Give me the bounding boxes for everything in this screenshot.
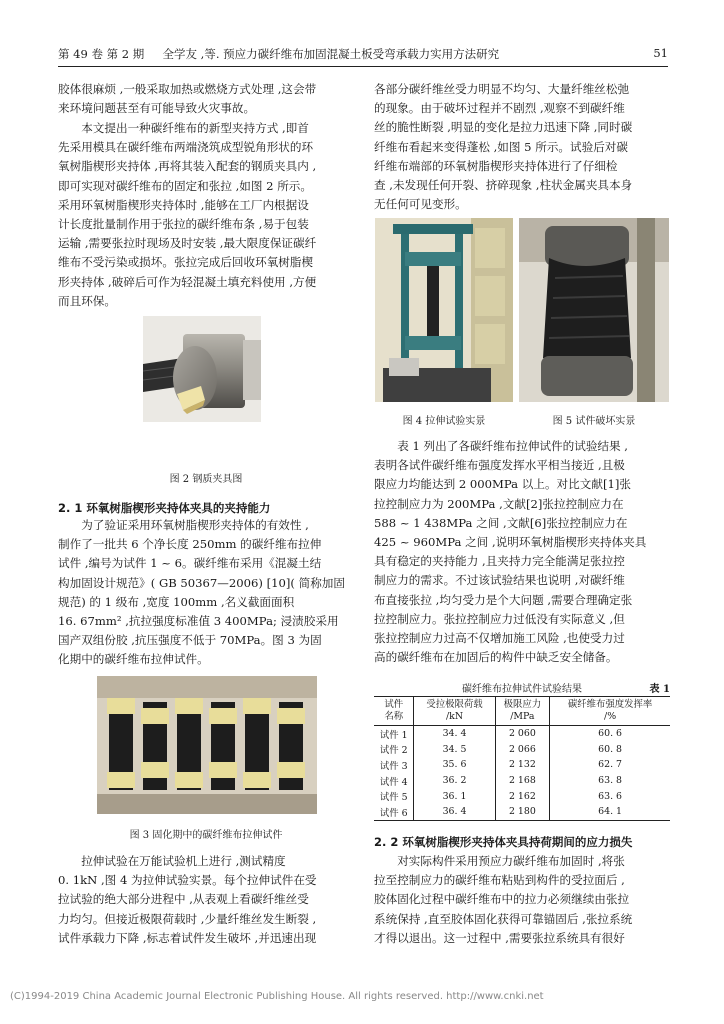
text-line: 拉至控制应力的碳纤维布粘贴到构件的受拉面后 , [374,873,625,888]
epoxy-wedge-top [277,708,305,724]
header-cell-line: 试件 [384,699,404,710]
curing-specimens-illustration [97,676,317,814]
table-cell: 60. 8 [598,743,623,755]
text-line: 采用环氧树脂楔形夹持体时 ,能够在工厂内根据设 [58,197,309,212]
tensile-machine-illustration [375,218,513,402]
text-line: 表明各试件碳纤维布强度发挥水平相当接近 ,且极 [374,458,625,473]
fig4-tensile-test-photo [375,218,513,402]
text-line: 运输 ,需要张拉时现场及时安装 ,最大限度保证碳纤 [58,236,317,251]
text-line: 试件 ,编号为试件 1 ~ 6。碳纤维布采用《混凝土结 [58,556,322,571]
text-line: 力均匀。但接近极限荷载时 ,少量纤维丝发生断裂 , [58,911,317,926]
table-cell: 60. 6 [598,728,623,740]
epoxy-wedge-top [175,698,203,714]
text-line: 588 ~ 1 438MPa 之间 ,文献[6]张拉控制应力在 [374,515,628,530]
text-line: 425 ~ 960MPa 之间 ,说明环氧树脂楔形夹持体夹具 [374,535,647,550]
table-row [374,804,670,820]
text-line: 纤维布端部的环氧树脂楔形夹持体进行了仔细检 [374,158,618,173]
epoxy-wedge-bottom [277,762,305,778]
table-cell: 63. 8 [598,775,623,787]
text-line: 具有稳定的夹持能力 ,且夹持力完全能满足张拉控 [374,554,625,569]
text-line: 试件承载力下降 ,标志着试件发生破坏 ,并迅速出现 [58,930,317,945]
article-running-title: 全学友 ,等. 预应力碳纤维布加固混凝土板受弯承载力实用方法研究 [162,47,500,61]
header-cell-line: /% [604,711,617,722]
header-cell-line: 碳纤维布强度发挥率 [567,699,653,710]
text-line: 先采用模具在碳纤维布两端浇筑成型锐角形状的环 [58,140,314,155]
table-cell: 试件 5 [374,788,414,804]
text-line: 本文提出一种碳纤维布的新型夹持方式 ,即首 [81,121,309,135]
text-line: 国产双组份胶 ,抗压强度不低于 70MPa。图 3 为固 [58,633,322,648]
text-line: 纤维布看起来变得蓬松 ,如图 5 所示。试验后对碳 [374,139,628,154]
text-line: 限应力均能达到 2 000MPa 以上。对比文献[1]张 [374,477,631,492]
text-line: 布直接张拉 ,均匀受力是个大问题 ,需要合理确定张 [374,592,633,607]
table-1-header-cell [374,697,414,726]
text-line: 丝的脆性断裂 ,明显的变化是拉力迅速下降 ,同时碳 [374,120,633,135]
table-1-label: 表 1 [649,684,670,695]
table-1-header-cell [495,697,550,726]
table-1-block [374,680,670,821]
text-line: 化期中的碳纤维布拉伸试件。 [58,652,209,667]
text-line: 即可实现对碳纤维布的固定和张拉 ,如图 2 所示。 [58,178,312,193]
table-row [374,788,670,804]
table-cell: 64. 1 [598,806,623,818]
text-line: 无任何可见变形。 [374,197,467,212]
text-line: 制应力的需求。不过该试验结果也说明 ,对碳纤维 [374,573,625,588]
header-journal-title [58,46,499,62]
epoxy-wedge-bottom [175,772,203,788]
table-cell: 2 168 [495,773,550,789]
section-2-1-heading: 2. 1 环氧树脂楔形夹持体夹具的夹持能力 [58,501,271,515]
fig2-steel-fixture-photo [143,316,261,422]
table-cell: 35. 6 [414,757,495,773]
text-line: 各部分碳纤维丝受力明显不均匀、大量纤维丝松弛 [374,82,630,96]
failure-specimen-illustration [519,218,669,402]
table-cell: 2 132 [495,757,550,773]
table-cell: 63. 6 [598,790,623,802]
table-cell: 62. 7 [598,759,623,771]
section-2-2-heading: 2. 2 环氧树脂楔形夹持体夹具持荷期间的应力损失 [374,835,633,849]
page-number: 51 [653,46,668,60]
right-col-paragraph-3 [374,852,670,948]
fig3-curing-specimens-photo [97,676,317,814]
text-line: 氧树脂楔形夹持体 ,再将其装入配套的钢质夹具内 , [58,159,317,174]
left-col-paragraph-1 [58,80,354,118]
table-1-caption-row [374,680,670,696]
table-1-title: 碳纤维布拉伸试件试验结果 [462,684,582,695]
copyright-footer: (C)1994-2019 China Academic Journal Electronic Publishing House. All rights reserved. http://www.cnki.net [10,991,544,1002]
journal-volume: 第 49 卷 第 2 期 [58,47,145,61]
text-line: 构加固设计规范》( GB 50367—2006) [10]( 简称加固 [58,575,345,590]
header-cell-line: 名称 [384,711,404,722]
epoxy-wedge-bottom [141,762,169,778]
table-cell: 2 180 [495,804,550,820]
table-1-header-row [374,697,670,726]
epoxy-wedge-bottom [243,772,271,788]
text-line: 而且环保。 [58,293,116,308]
table-cell: 试件 2 [374,742,414,758]
text-line: 计长度批量制作用于张拉的碳纤维布条 ,易于包装 [58,217,309,232]
text-line: 来环境问题甚至有可能导致火灾事故。 [58,101,256,116]
epoxy-wedge-bottom [209,762,237,778]
header-cell-line: 极限应力 [503,699,542,710]
text-line: 胶体很麻烦 ,一般采取加热或燃烧方式处理 ,这会带 [58,82,317,96]
table-cell: 36. 1 [414,788,495,804]
epoxy-wedge-top [243,698,271,714]
text-line: 16. 67mm² ,抗拉强度标准值 3 400MPa; 浸渍胶采用 [58,614,339,629]
table-1 [374,696,670,821]
fig4-caption: 图 4 拉伸试验实景 [402,416,486,427]
table-cell: 36. 2 [414,773,495,789]
table-cell: 试件 4 [374,773,414,789]
left-col-paragraph-4 [58,852,354,948]
table-row [374,757,670,773]
header-cell-line: 受拉极限荷载 [426,699,483,710]
table-cell: 2 066 [495,742,550,758]
text-line: 高的碳纤维布在加固后的构件中缺乏安全储备。 [374,650,618,665]
table-1-header-cell [550,697,670,726]
text-line: 表 1 列出了各碳纤维布拉伸试件的试验结果 , [397,439,628,453]
table-cell: 36. 4 [414,804,495,820]
text-line: 拉控制应力为 200MPa ,文献[2]张拉控制应力在 [374,496,624,511]
text-line: 系统保持 ,直至胶体固化获得可靠锚固后 ,张拉系统 [374,911,633,926]
text-line: 制作了一批共 6 个净长度 250mm 的碳纤维布拉伸 [58,537,322,552]
epoxy-wedge-top [141,708,169,724]
fig5-caption: 图 5 试件破坏实景 [552,416,636,427]
text-line: 对实际构件采用预应力碳纤维布加固时 ,将张 [397,854,625,868]
fig2-caption: 图 2 钢质夹具图 [169,474,243,485]
text-line: 形夹持体 ,破碎后可作为轻混凝土填充料使用 ,方便 [58,274,317,289]
fig3-caption: 图 3 固化期中的碳纤维布拉伸试件 [129,830,283,841]
steel-fixture-illustration [143,316,261,422]
header-cell-line: /kN [446,711,464,722]
table-cell: 34. 4 [414,726,495,742]
text-line: 拉伸试验在万能试验机上进行 ,测试精度 [81,854,286,868]
text-line: 拉控制应力。张拉控制应力过低没有实际意义 ,但 [374,611,625,626]
table-cell: 2 060 [495,726,550,742]
text-line: 规范) 的 1 级布 ,宽度 100mm ,名义截面面积 [58,594,295,609]
table-cell: 试件 1 [374,726,414,742]
text-line: 胶体固化过程中碳纤维布中的拉力必须继续由张拉 [374,892,630,907]
text-line: 才得以退出。这一过程中 ,需要张拉系统具有很好 [374,930,625,945]
fig5-failure-specimen-photo [519,218,669,402]
right-col-paragraph-2 [374,437,670,667]
text-line: 维布不受污染或损坏。张拉完成后回收环氧树脂楔 [58,255,314,270]
table-cell: 试件 6 [374,804,414,820]
epoxy-wedge-bottom [107,772,135,788]
text-line: 0. 1kN ,图 4 为拉伸试验实景。每个拉伸试件在受 [58,873,317,888]
text-line: 的现象。由于破坏过程并不剧烈 ,观察不到碳纤维 [374,101,625,116]
epoxy-wedge-top [209,708,237,724]
left-col-paragraph-2 [58,119,354,311]
table-row [374,773,670,789]
right-col-paragraph-1 [374,80,670,214]
table-row [374,742,670,758]
table-cell: 34. 5 [414,742,495,758]
text-line: 为了验证采用环氧树脂楔形夹持体的有效性 , [81,518,309,532]
text-line: 张拉控制应力过高不仅增加施工风险 ,也使受力过 [374,631,625,646]
header-cell-line: /MPa [510,711,535,722]
table-row [374,726,670,742]
table-1-header-cell [414,697,495,726]
header-rule [58,66,668,67]
left-col-paragraph-3 [58,516,354,670]
epoxy-wedge-top [107,698,135,714]
table-cell: 2 162 [495,788,550,804]
text-line: 拉试验的绝大部分进程中 ,从表观上看碳纤维丝受 [58,892,309,907]
table-cell: 试件 3 [374,757,414,773]
text-line: 查 ,未发现任何开裂、挤碎现象 ,柱状金属夹具本身 [374,178,633,193]
